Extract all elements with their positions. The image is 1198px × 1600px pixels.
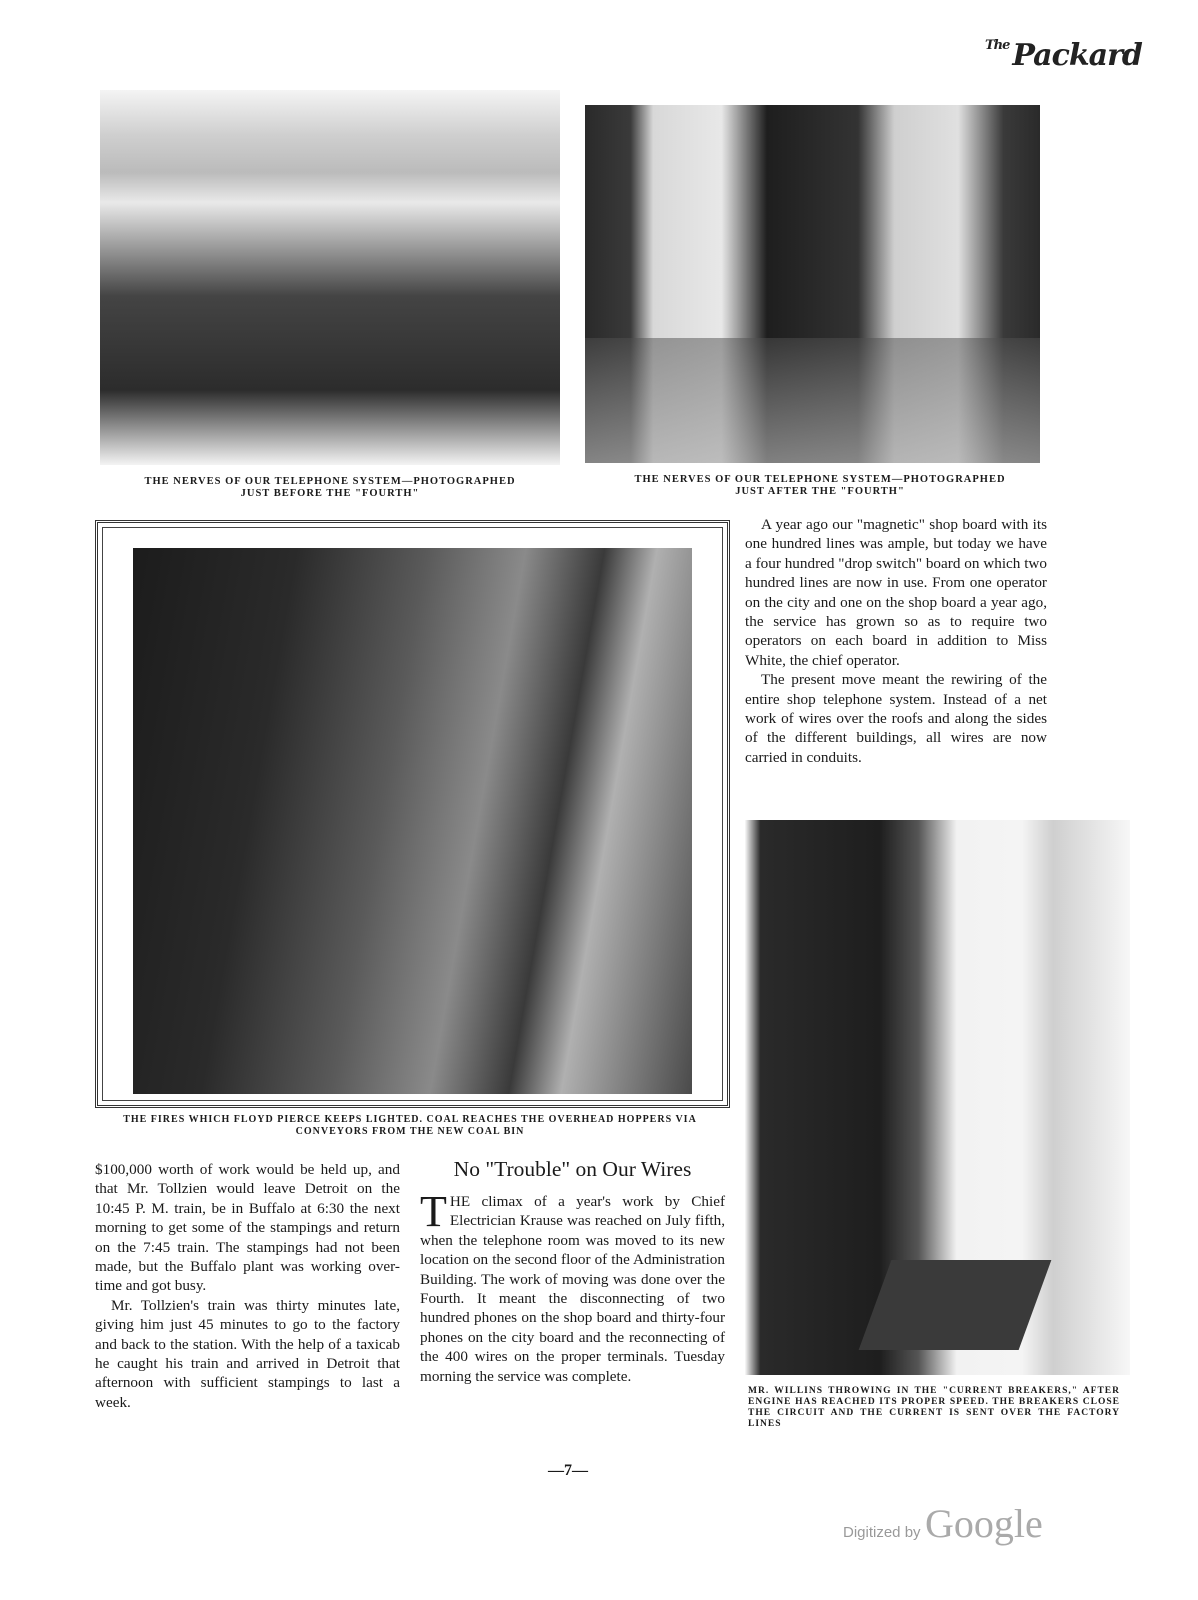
photo-telephone-after xyxy=(585,105,1040,463)
caption-breakers: MR. WILLINS THROWING IN THE "CURRENT BREAKERS," AFTER ENGINE HAS REACHED ITS PROPER SPEED. THE BREAKERS CLOSE THE CIRCUIT AND THE CURRENT IS SENT OVER THE FACTORY LINES xyxy=(748,1386,1120,1429)
caption-line: CONVEYORS FROM THE NEW COAL BIN xyxy=(295,1126,525,1137)
article-title: No "Trouble" on Our Wires xyxy=(453,1157,692,1181)
photo-telephone-before xyxy=(100,90,560,465)
article-text: HE climax of a year's work by Chief Electrician Krause was reached on July fifth, when the telephone room was moved to its new location on the second floor of the Administration Building. The work of moving was done over the Fourth. It meant the disconnecting of two hundred phones on the shop board and thirty-four phones on the city board and the reconnecting of the 400 wires on the proper terminals. Tuesday morning the service was complete. xyxy=(420,1193,725,1385)
photo-current-breakers xyxy=(745,820,1130,1375)
caption-after xyxy=(600,474,1040,498)
packard-logo xyxy=(985,38,1142,73)
caption-line: JUST AFTER THE "FOURTH" xyxy=(735,486,905,497)
digitized-by: Digitized by xyxy=(843,1524,921,1541)
caption-before xyxy=(110,476,550,500)
digitized-watermark xyxy=(843,1500,1043,1547)
drop-cap: T xyxy=(420,1187,447,1236)
paragraph: The present move meant the rewiring of the entire shop telephone system. Instead of a net work of wires over the roofs and along the sides of the different buildings, all wires are now carried in conduits. xyxy=(745,671,1047,766)
article-body xyxy=(420,1187,725,1386)
caption-line: JUST BEFORE THE "FOURTH" xyxy=(240,488,420,499)
caption-line: THE NERVES OF OUR TELEPHONE SYSTEM—PHOTOGRAPHED xyxy=(634,474,1006,485)
caption-fires xyxy=(95,1114,725,1138)
google-logo: Google xyxy=(925,1501,1043,1546)
caption-line: THE NERVES OF OUR TELEPHONE SYSTEM—PHOTOGRAPHED xyxy=(144,476,516,487)
left-column-text xyxy=(95,1160,400,1412)
framed-photo-boiler-room xyxy=(95,520,730,1108)
paragraph: $100,000 worth of work would be held up, and that Mr. Tollzien would leave Detroit on the 10:45 P. M. train, be in Buffalo at 6:30 the next morning to get some of the stampings and return on the 7:45 train. The stampings had not been made, but the Buffalo plant was working over-time and got busy. xyxy=(95,1161,400,1295)
photo-boilers xyxy=(133,548,692,1094)
paragraph: A year ago our "magnetic" shop board with its one hundred lines was ample, but today we have a four hundred "drop switch" board on which two hundred lines are now in use. From one operator on the city and one on the shop board a year ago, the service has grown so as to require two operators on each board in addition to Miss White, the chief operator. xyxy=(745,516,1047,669)
logo-text: Packard xyxy=(1012,38,1142,73)
right-column-text xyxy=(745,515,1047,767)
logo-prefix: The xyxy=(985,38,1010,53)
page-number: —7— xyxy=(548,1462,588,1479)
paragraph: Mr. Tollzien's train was thirty minutes late, giving him just 45 minutes to go to the factory and back to the station. With the help of a taxicab he caught his train and arrived in Detroit that afternoon with sufficient stampings to last a week. xyxy=(95,1296,400,1411)
article xyxy=(420,1157,725,1386)
caption-line: THE FIRES WHICH FLOYD PIERCE KEEPS LIGHTED. COAL REACHES THE OVERHEAD HOPPERS VIA xyxy=(123,1114,697,1125)
